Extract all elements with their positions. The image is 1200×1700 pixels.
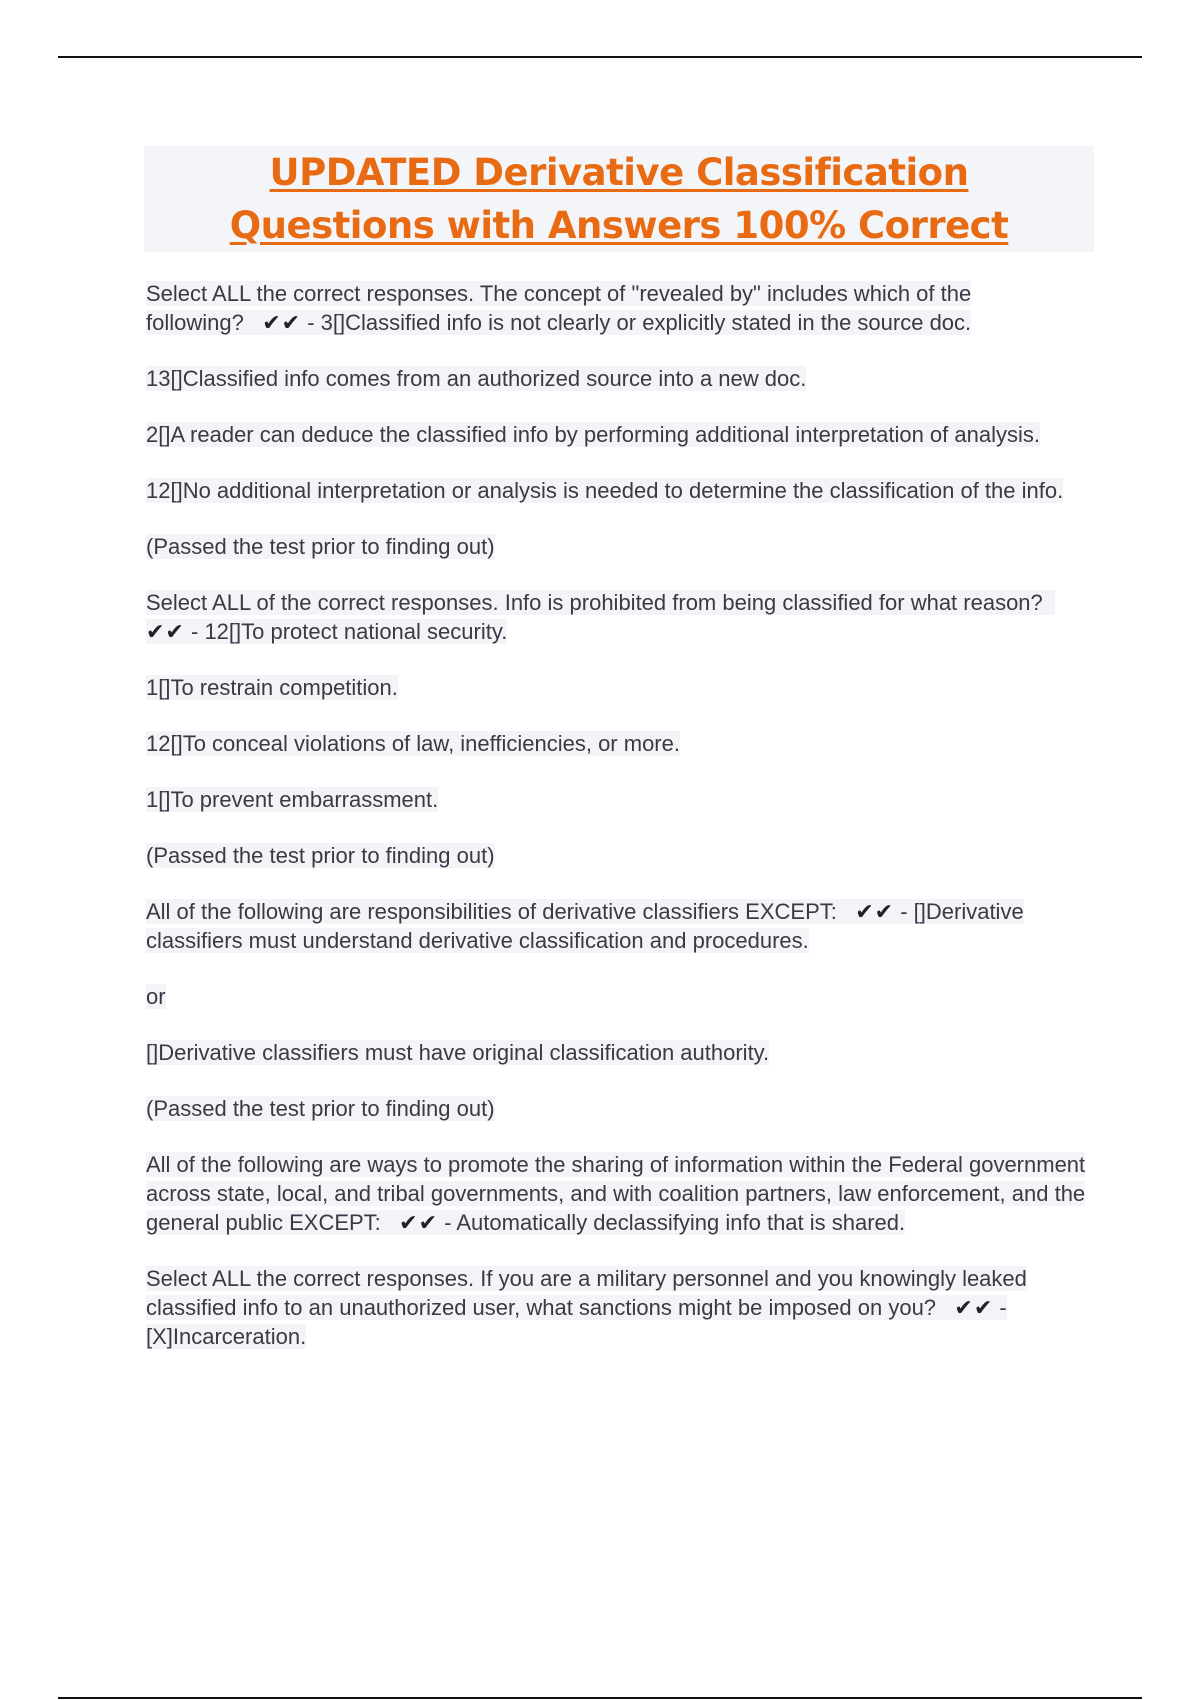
check-icon: ✔✔ xyxy=(146,619,185,644)
answer-option: 13[]Classified info comes from an authorized source into a new doc. xyxy=(146,366,807,391)
answer-option: 12[]To conceal violations of law, inefficiencies, or more. xyxy=(146,731,680,756)
question-2: Select ALL of the correct responses. Info is prohibited from being classified for what reason? ✔✔ - 12[]To protect national security. xyxy=(146,588,1086,646)
title-line-1: UPDATED Derivative Classification xyxy=(269,151,969,194)
document-body xyxy=(146,279,1086,1378)
question-1: Select ALL the correct responses. The concept of "revealed by" includes which of the following? ✔✔ - 3[]Classified info is not clearly or explicitly stated in the source doc. xyxy=(146,281,972,335)
check-icon: ✔✔ xyxy=(954,1295,994,1320)
bottom-rule xyxy=(58,1697,1142,1699)
check-icon: ✔✔ xyxy=(855,899,895,924)
answer-option: 12[]No additional interpretation or analysis is needed to determine the classification of the info. xyxy=(146,478,1064,503)
answer-option: 2[]A reader can deduce the classified info by performing additional interpretation of analysis. xyxy=(146,422,1040,447)
note: (Passed the test prior to finding out) xyxy=(146,1096,495,1121)
note: (Passed the test prior to finding out) xyxy=(146,534,495,559)
answer-option: 1[]To restrain competition. xyxy=(146,675,398,700)
top-rule xyxy=(58,56,1142,58)
question-3: All of the following are responsibilities of derivative classifiers EXCEPT: ✔✔ - []Derivative classifiers must understand derivative classification and procedures. xyxy=(146,899,1024,953)
question-5: Select ALL the correct responses. If you are a military personnel and you knowingly leaked classified info to an unauthorized user, what sanctions might be imposed on you? ✔✔ - [X]Incarceration. xyxy=(146,1266,1027,1349)
check-icon: ✔✔ xyxy=(399,1210,439,1235)
note: (Passed the test prior to finding out) xyxy=(146,843,495,868)
document-title xyxy=(144,146,1094,252)
question-4: All of the following are ways to promote the sharing of information within the Federal government across state, local, and tribal governments, and with coalition partners, law enforcement, and the general public EXCEPT: ✔✔ - Automatically declassifying info that is shared. xyxy=(146,1152,1086,1235)
answer-option: []Derivative classifiers must have original classification authority. xyxy=(146,1040,770,1065)
answer-option: or xyxy=(146,984,166,1009)
check-icon: ✔✔ xyxy=(262,310,302,335)
title-line-2: Questions with Answers 100% Correct xyxy=(229,204,1009,247)
answer-option: 1[]To prevent embarrassment. xyxy=(146,787,439,812)
